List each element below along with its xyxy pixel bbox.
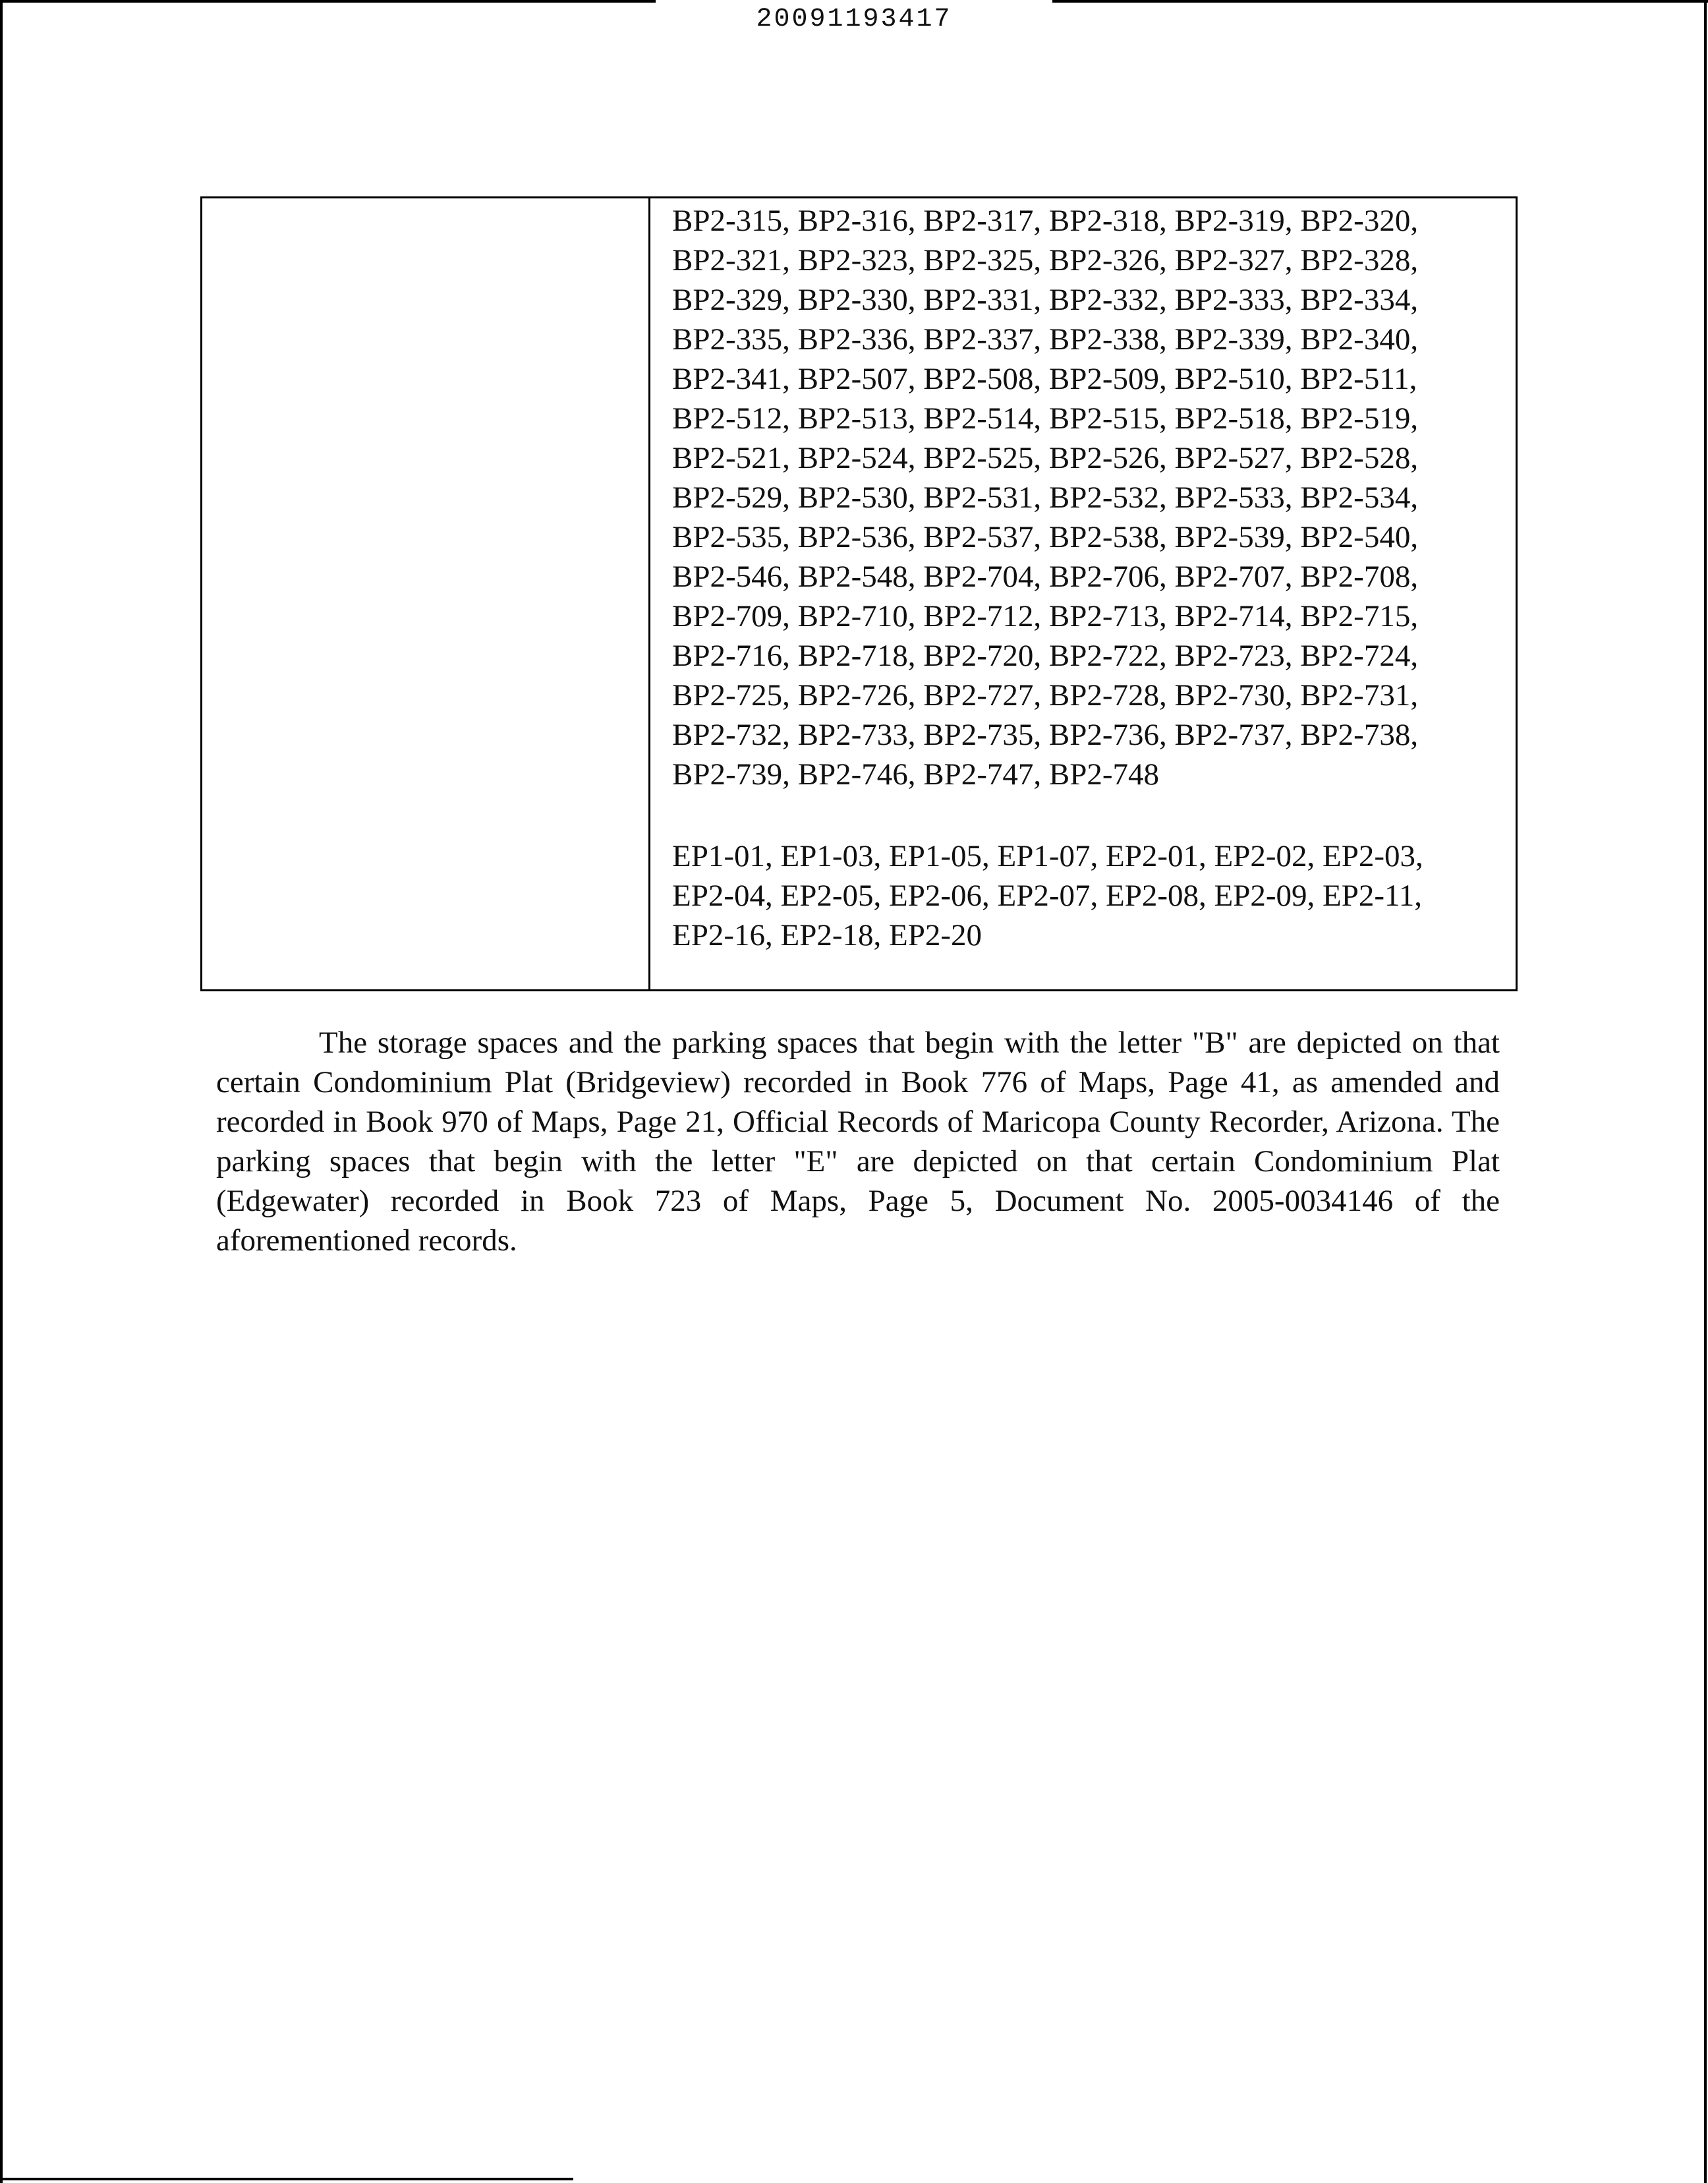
scan-border-left: [0, 0, 3, 2183]
table-left-cell: [202, 198, 650, 989]
edgewater-spaces-list: EP1-01, EP1-03, EP1-05, EP1-07, EP2-01, EP2-02, EP2-03, EP2-04, EP2-05, EP2-06, EP2-07, EP2-08, EP2-09, EP2-11, EP2-16, EP2-18, EP2-20: [672, 839, 1423, 952]
scan-border-right: [1704, 0, 1707, 2183]
parking-spaces-table: [200, 196, 1518, 991]
table-right-cell: [672, 201, 1502, 955]
document-number: 20091193417: [756, 5, 952, 34]
plat-reference-paragraph: The storage spaces and the parking spaces that begin with the letter "B" are depicted on that certain Condominium Plat (Bridgeview) recorded in Book 776 of Maps, Page 41, as amended and recorded in Book 970 of Maps, Page 21, Official Records of Maricopa County Recorder, Arizona. The parking spaces that begin with the letter "E" are depicted on that certain Condominium Plat (Edgewater) recorded in Book 723 of Maps, Page 5, Document No. 2005-0034146 of the aforementioned records.: [216, 1026, 1500, 1258]
scan-border-top-left: [0, 0, 656, 3]
bridgeview-spaces-list: BP2-315, BP2-316, BP2-317, BP2-318, BP2-319, BP2-320, BP2-321, BP2-323, BP2-325, BP2-326, BP2-327, BP2-328, BP2-329, BP2-330, BP2-331, BP2-332, BP2-333, BP2-334, BP2-335, BP2-336, BP2-337, BP2-338, BP2-339, BP2-340, BP2-341, BP2-507, BP2-508, BP2-509, BP2-510, BP2-511, BP2-512, BP2-513, BP2-514, BP2-515, BP2-518, BP2-519, BP2-521, BP2-524, BP2-525, BP2-526, BP2-527, BP2-528, BP2-529, BP2-530, BP2-531, BP2-532, BP2-533, BP2-534, BP2-535, BP2-536, BP2-537, BP2-538, BP2-539, BP2-540, BP2-546, BP2-548, BP2-704, BP2-706, BP2-707, BP2-708, BP2-709, BP2-710, BP2-712, BP2-713, BP2-714, BP2-715, BP2-716, BP2-718, BP2-720, BP2-722, BP2-723, BP2-724, BP2-725, BP2-726, BP2-727, BP2-728, BP2-730, BP2-731, BP2-732, BP2-733, BP2-735, BP2-736, BP2-737, BP2-738, BP2-739, BP2-746, BP2-747, BP2-748: [672, 204, 1419, 792]
scan-border-top-right: [1052, 0, 1708, 3]
scan-border-bottom: [0, 2178, 573, 2180]
